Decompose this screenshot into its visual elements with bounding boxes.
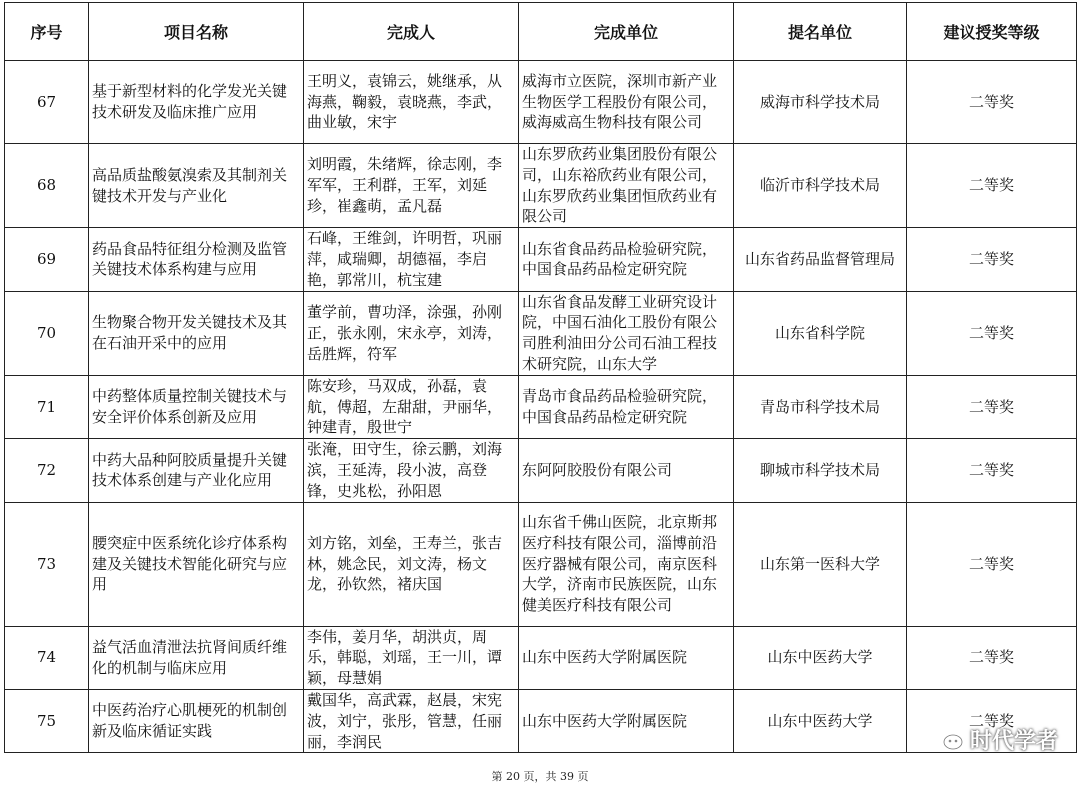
cell-project: 中药大品种阿胶质量提升关键技术体系创建与产业化应用 xyxy=(89,439,304,502)
watermark-text: 时代学者 xyxy=(970,728,1059,754)
cell-no: 72 xyxy=(5,439,89,502)
page-footer: 第 20 页，共 39 页 xyxy=(491,770,589,783)
cell-people: 刘明霞，朱绪辉，徐志刚，李军军，王利群，王军，刘延珍，崔鑫萌，孟凡磊 xyxy=(304,144,519,228)
cell-no: 75 xyxy=(5,689,89,752)
cell-people: 陈安珍，马双成，孙磊，袁航，傅超，左甜甜，尹丽华，钟建青，殷世宁 xyxy=(304,375,519,438)
cell-unit: 山东省千佛山医院，北京斯邦医疗科技有限公司，淄博前沿医疗器械有限公司，南京医科大学，济南市民族医院，山东健美医疗科技有限公司 xyxy=(519,502,734,626)
cell-people: 王明义，袁锦云，姚继承，从海燕，鞠毅，袁晓燕，李武，曲业敏，宋宇 xyxy=(304,61,519,144)
cell-project: 药品食品特征组分检测及监管关键技术体系构建与应用 xyxy=(89,228,304,291)
cell-no: 74 xyxy=(5,626,89,689)
cell-people: 刘方铭，刘垒，王寿兰，张吉林，姚念民，刘文涛，杨文龙，孙钦然，褚庆国 xyxy=(304,502,519,626)
cell-no: 70 xyxy=(5,291,89,375)
table-row xyxy=(5,502,1077,626)
cell-level: 二等奖 xyxy=(907,502,1077,626)
table-row xyxy=(5,375,1077,438)
cell-level: 二等奖 xyxy=(907,291,1077,375)
cell-level: 二等奖 xyxy=(907,228,1077,291)
cell-people: 李伟，姜月华，胡洪贞，周乐，韩聪，刘瑶，王一川，谭颖，母慧娟 xyxy=(304,626,519,689)
header-unit: 完成单位 xyxy=(519,3,734,61)
cell-nominator: 山东中医药大学 xyxy=(734,689,907,752)
cell-unit: 东阿阿胶股份有限公司 xyxy=(519,439,734,502)
cell-unit: 山东中医药大学附属医院 xyxy=(519,689,734,752)
cell-project: 中药整体质量控制关键技术与安全评价体系创新及应用 xyxy=(89,375,304,438)
cell-nominator: 山东第一医科大学 xyxy=(734,502,907,626)
table-row xyxy=(5,144,1077,228)
cell-unit: 山东省食品药品检验研究院，中国食品药品检定研究院 xyxy=(519,228,734,291)
cell-nominator: 山东省科学院 xyxy=(734,291,907,375)
cell-nominator: 山东省药品监督管理局 xyxy=(734,228,907,291)
cell-people: 石峰，王维剑，许明哲，巩丽萍，咸瑞卿，胡德福，李启艳，郭常川，杭宝建 xyxy=(304,228,519,291)
cell-unit: 山东罗欣药业集团股份有限公司，山东裕欣药业有限公司，山东罗欣药业集团恒欣药业有限公司 xyxy=(519,144,734,228)
cell-no: 73 xyxy=(5,502,89,626)
cell-level: 二等奖 xyxy=(907,626,1077,689)
cell-project: 中医药治疗心肌梗死的机制创新及临床循证实践 xyxy=(89,689,304,752)
cell-level: 二等奖 xyxy=(907,689,1077,752)
header-nominator: 提名单位 xyxy=(734,3,907,61)
table-row xyxy=(5,439,1077,502)
cell-people: 董学前，曹功泽，涂强，孙刚正，张永刚，宋永亭，刘涛，岳胜辉，符军 xyxy=(304,291,519,375)
header-no: 序号 xyxy=(5,3,89,61)
cell-level: 二等奖 xyxy=(907,439,1077,502)
cell-nominator: 山东中医药大学 xyxy=(734,626,907,689)
awards-table xyxy=(4,2,1077,753)
cell-no: 69 xyxy=(5,228,89,291)
cell-unit: 山东中医药大学附属医院 xyxy=(519,626,734,689)
cell-people: 张淹，田守生，徐云鹏，刘海滨，王延涛，段小波，高登锋，史兆松，孙阳恩 xyxy=(304,439,519,502)
cell-project: 高品质盐酸氨溴索及其制剂关键技术开发与产业化 xyxy=(89,144,304,228)
header-project: 项目名称 xyxy=(89,3,304,61)
cell-nominator: 威海市科学技术局 xyxy=(734,61,907,144)
cell-no: 67 xyxy=(5,61,89,144)
cell-level: 二等奖 xyxy=(907,61,1077,144)
cell-nominator: 青岛市科学技术局 xyxy=(734,375,907,438)
table-row xyxy=(5,626,1077,689)
cell-no: 71 xyxy=(5,375,89,438)
wechat-watermark xyxy=(930,722,1058,756)
cell-nominator: 聊城市科学技术局 xyxy=(734,439,907,502)
cell-project: 腰突症中医系统化诊疗体系构建及关键技术智能化研究与应用 xyxy=(89,502,304,626)
wechat-icon xyxy=(930,725,964,753)
cell-nominator: 临沂市科学技术局 xyxy=(734,144,907,228)
cell-project: 益气活血清泄法抗肾间质纤维化的机制与临床应用 xyxy=(89,626,304,689)
cell-project: 生物聚合物开发关键技术及其在石油开采中的应用 xyxy=(89,291,304,375)
cell-unit: 威海市立医院，深圳市新产业生物医学工程股份有限公司，威海威高生物科技有限公司 xyxy=(519,61,734,144)
header-row xyxy=(5,3,1077,61)
cell-level: 二等奖 xyxy=(907,144,1077,228)
cell-level: 二等奖 xyxy=(907,375,1077,438)
table-row xyxy=(5,689,1077,752)
cell-people: 戴国华，高武霖，赵晨，宋宪波，刘宁，张彤，管慧，任丽丽，李润民 xyxy=(304,689,519,752)
header-level: 建议授奖等级 xyxy=(907,3,1077,61)
cell-project: 基于新型材料的化学发光关键技术研发及临床推广应用 xyxy=(89,61,304,144)
table-row xyxy=(5,291,1077,375)
table-row xyxy=(5,228,1077,291)
cell-unit: 青岛市食品药品检验研究院，中国食品药品检定研究院 xyxy=(519,375,734,438)
header-people: 完成人 xyxy=(304,3,519,61)
cell-no: 68 xyxy=(5,144,89,228)
cell-unit: 山东省食品发酵工业研究设计院，中国石油化工股份有限公司胜利油田分公司石油工程技术研究院，山东大学 xyxy=(519,291,734,375)
table-row xyxy=(5,61,1077,144)
